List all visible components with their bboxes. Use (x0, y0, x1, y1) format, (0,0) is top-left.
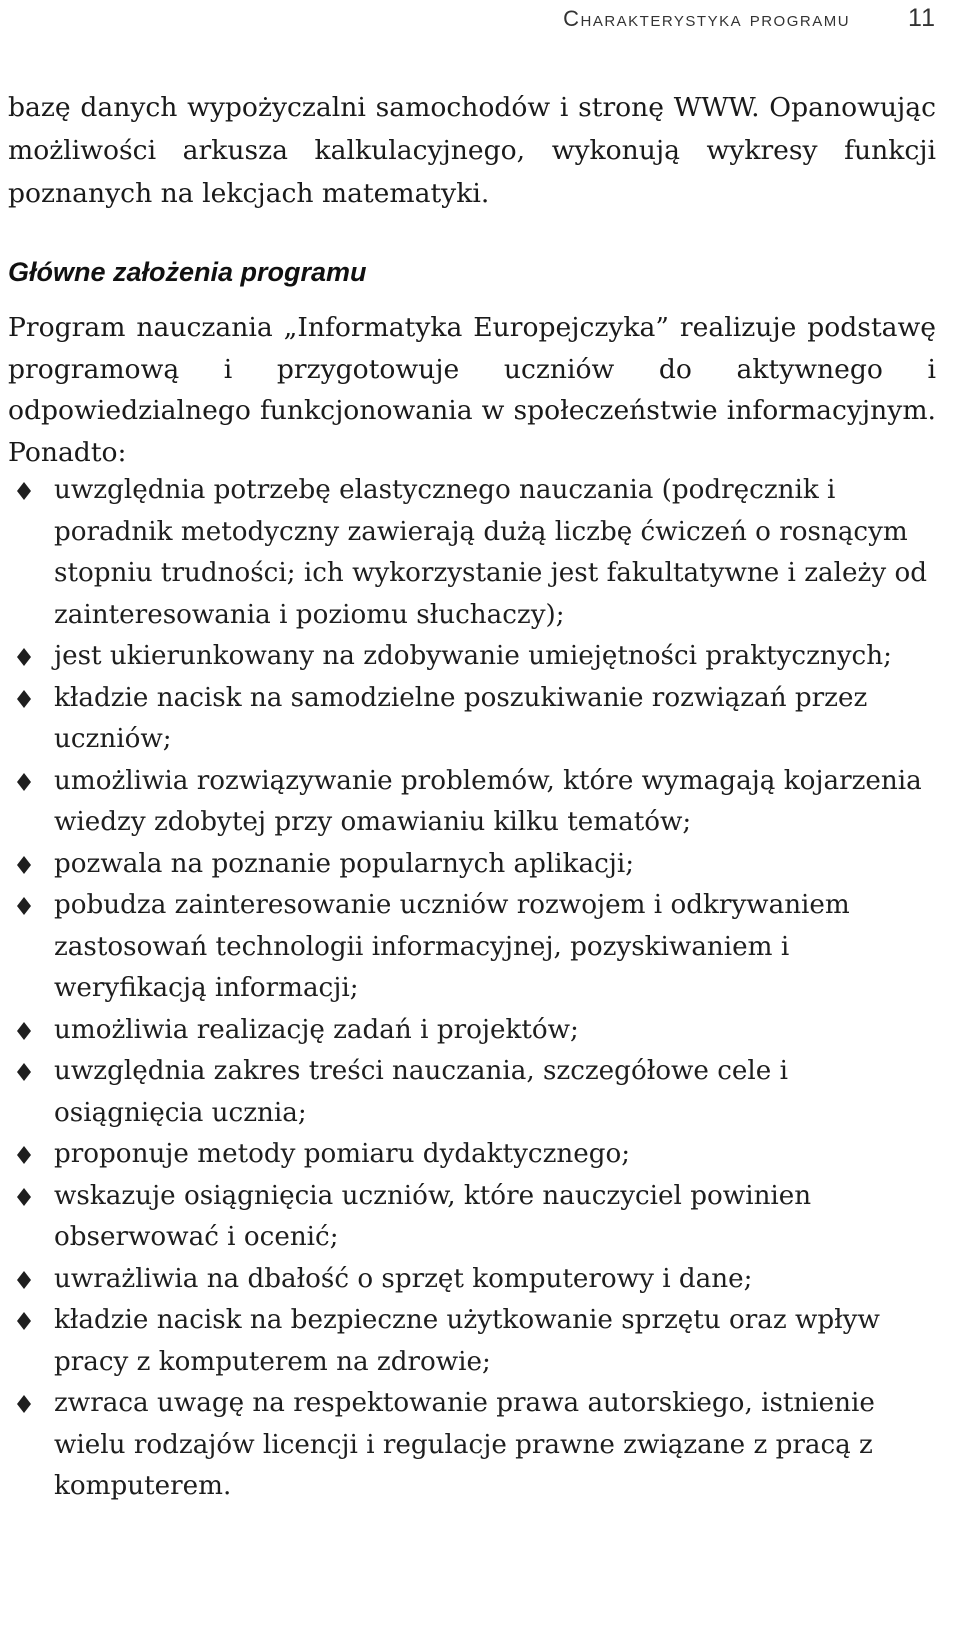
list-item (8, 844, 936, 886)
intro-paragraph: bazę danych wypożyczalni samochodów i stronę WWW. Opanowując możliwości arkusza kalkulacyjnego, wykonują wykresy funkcji poznanych na lekcjach matematyki. (8, 92, 936, 209)
list-item (8, 1176, 936, 1259)
list-item (8, 636, 936, 678)
list-item (8, 761, 936, 844)
running-head (563, 4, 936, 34)
diamond-bullet-icon (16, 1146, 32, 1164)
list-item-text: uwzględnia zakres treści nauczania, szczegółowe cele i osiągnięcia ucznia; (54, 1056, 788, 1128)
diamond-bullet-icon (16, 690, 32, 708)
diamond-bullet-icon (16, 1395, 32, 1413)
section-paragraph: Program nauczania „Informatyka Europejczyka” realizuje podstawę programową i przygotowuje uczniów do aktywnego i odpowiedzialnego funkcjonowania w społeczeństwie informacyjnym. Ponadto: (8, 312, 936, 468)
list-item-text: umożliwia realizację zadań i projektów; (54, 1014, 579, 1045)
diamond-bullet-icon (16, 1188, 32, 1206)
list-item-text: proponuje metody pomiaru dydaktycznego; (54, 1139, 631, 1169)
diamond-bullet-icon (16, 648, 32, 666)
list-item (8, 885, 936, 1010)
list-item-text: kładzie nacisk na bezpieczne użytkowanie sprzętu oraz wpływ pracy z komputerem na zdrowie; (54, 1305, 880, 1377)
list-item (8, 1300, 936, 1383)
list-item-text: pozwala na poznanie popularnych aplikacji; (54, 848, 635, 879)
list-item-text: zwraca uwagę na respektowanie prawa autorskiego, istnienie wielu rodzajów licencji i regulacje prawne związane z pracą z komputerem. (54, 1388, 875, 1501)
list-item-text: pobudza zainteresowanie uczniów rozwojem i odkrywaniem zastosowań technologii informacyjnej, pozyskiwaniem i weryfikacją informacji; (54, 890, 850, 1003)
list-item-text: uwzględnia potrzebę elastycznego nauczania (podręcznik i poradnik metodyczny zawierają dużą liczbę ćwiczeń o rosnącym stopniu trudności; ich wykorzystanie jest fakultatywne i zależy od zainteresowania i poziomu słuchaczy); (54, 475, 927, 630)
list-item (8, 1383, 936, 1508)
diamond-bullet-icon (16, 856, 32, 874)
list-item (8, 1259, 936, 1301)
diamond-bullet-icon (16, 1022, 32, 1040)
list-item (8, 678, 936, 761)
page-number: 11 (908, 4, 936, 32)
diamond-bullet-icon (16, 1271, 32, 1289)
features-list (8, 470, 936, 1508)
list-item-text: kładzie nacisk na samodzielne poszukiwanie rozwiązań przez uczniów; (54, 682, 868, 754)
diamond-bullet-icon (16, 1312, 32, 1330)
diamond-bullet-icon (16, 773, 32, 791)
running-title: Charakterystyka programu (563, 6, 851, 31)
diamond-bullet-icon (16, 482, 32, 500)
list-item (8, 470, 936, 636)
diamond-bullet-icon (16, 897, 32, 915)
list-item-text: jest ukierunkowany na zdobywanie umiejętności praktycznych; (54, 641, 892, 671)
list-item (8, 1010, 936, 1052)
section-heading: Główne założenia programu (8, 257, 367, 287)
list-item (8, 1134, 936, 1176)
list-item (8, 1051, 936, 1134)
diamond-bullet-icon (16, 1063, 32, 1081)
list-item-text: wskazuje osiągnięcia uczniów, które nauczyciel powinien obserwować i ocenić; (54, 1180, 812, 1252)
list-item-text: uwrażliwia na dbałość o sprzęt komputerowy i dane; (54, 1263, 753, 1294)
list-item-text: umożliwia rozwiązywanie problemów, które wymagają kojarzenia wiedzy zdobytej przy omawianiu kilku tematów; (54, 765, 922, 837)
